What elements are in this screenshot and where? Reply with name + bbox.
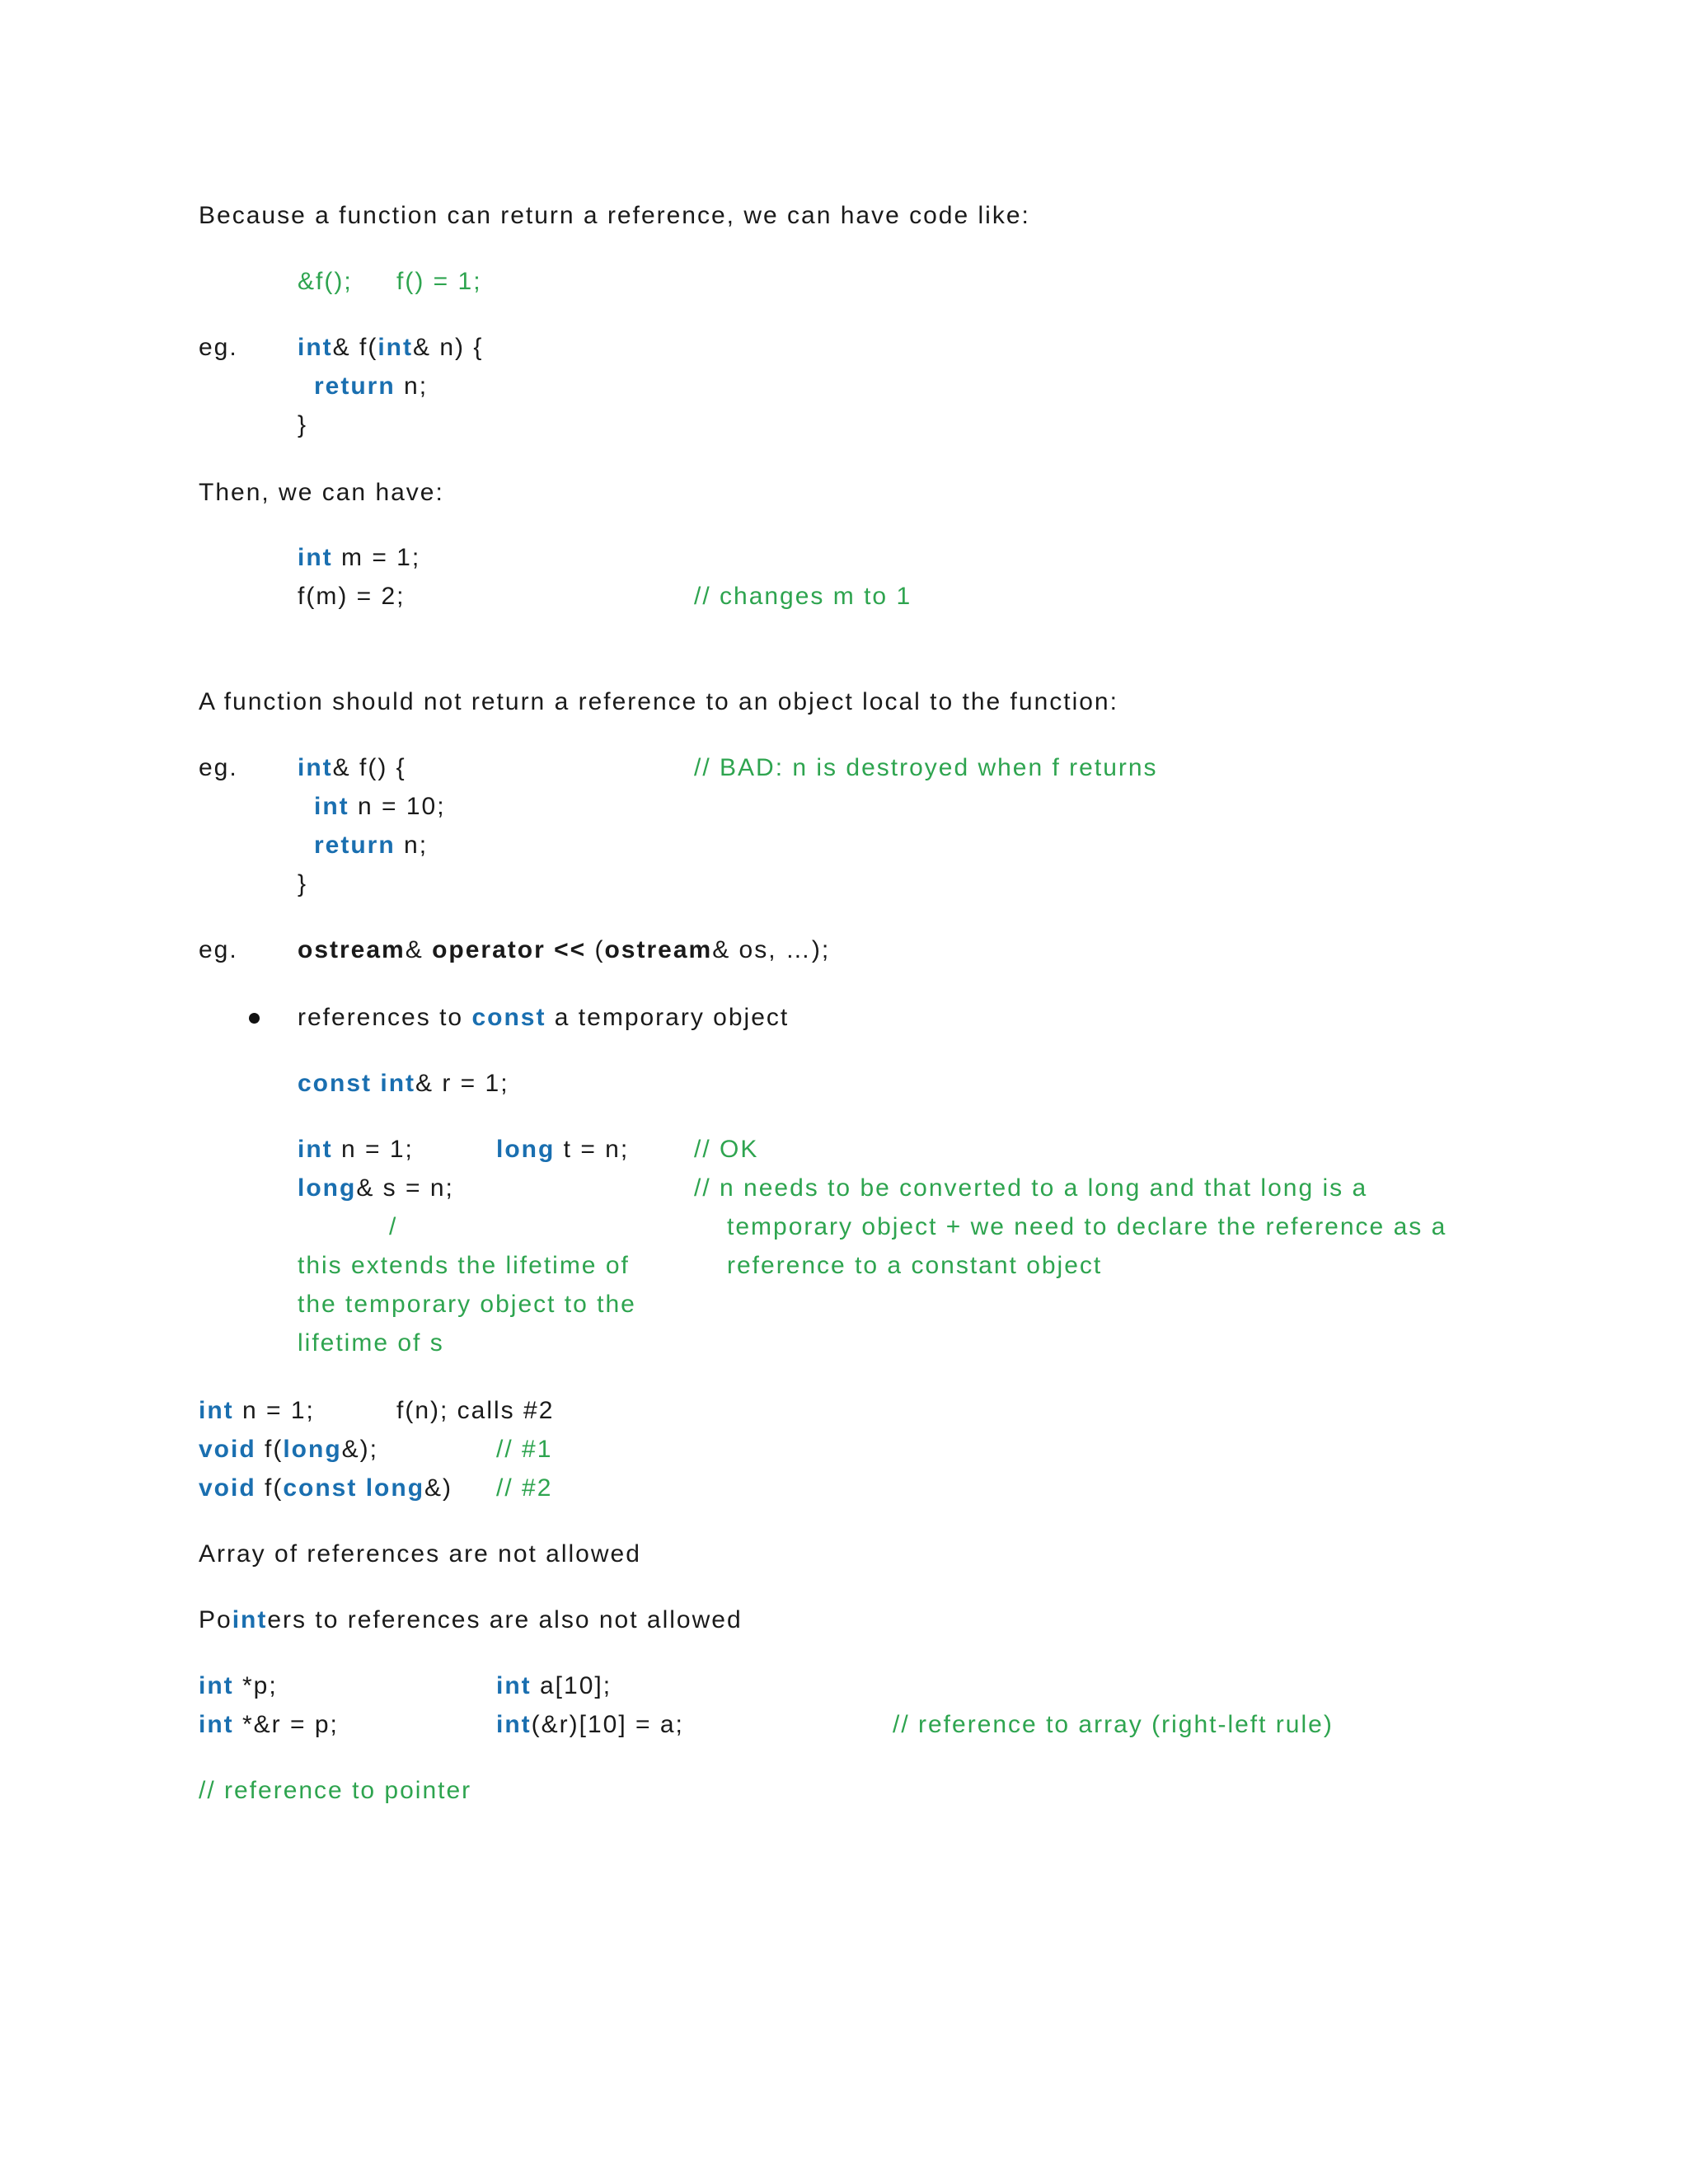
code-comment: // OK [694, 1136, 759, 1163]
keyword: void [199, 1436, 256, 1463]
code-text: & os, …); [712, 936, 831, 963]
code-comment: // BAD: n is destroyed when f returns [694, 754, 1158, 781]
keyword: return [314, 373, 396, 400]
code-line [199, 1399, 315, 1423]
keyword: const [283, 1474, 358, 1502]
keyword: int [199, 1672, 234, 1699]
code-text [372, 1070, 380, 1097]
code-line [298, 335, 483, 360]
keyword: operator [432, 936, 546, 963]
code-line [314, 374, 428, 399]
code-line [199, 1674, 278, 1699]
keyword: int [496, 1672, 532, 1699]
code-line [298, 1176, 454, 1201]
code-line: f(n); calls #2 [396, 1397, 555, 1424]
code-text: n; [395, 373, 429, 400]
code-comment: // n needs to be converted to a long and that long is a [694, 1174, 1368, 1202]
code-assign-call: f() = 1; [396, 268, 482, 295]
code-line [314, 794, 446, 819]
code-line: f(m) = 2; [298, 583, 406, 610]
code-text: *p; [233, 1672, 278, 1699]
code-line [199, 1476, 452, 1501]
code-line [298, 1137, 414, 1162]
code-line [199, 1713, 339, 1737]
code-text: f( [256, 1474, 284, 1502]
type-name: ostream [298, 936, 406, 963]
code-text: & f( [332, 334, 378, 361]
keyword: const [471, 1004, 546, 1031]
eg-label: eg. [199, 334, 238, 361]
text-part: a temporary object [546, 1004, 790, 1031]
keyword: int [298, 1136, 333, 1163]
code-line [199, 1437, 378, 1462]
text-part: Po [199, 1606, 232, 1633]
pointer-note [199, 1608, 743, 1633]
code-text: & r = 1; [415, 1070, 509, 1097]
code-line [496, 1137, 629, 1162]
intro-text: Because a function can return a reference, we can have code like: [199, 202, 1030, 229]
code-comment: the temporary object to the [298, 1291, 636, 1318]
text-part: ers to references are also not allowed [267, 1606, 743, 1633]
keyword: long [496, 1136, 556, 1163]
code-text: n = 1; [332, 1136, 414, 1163]
operator-symbol: << [554, 936, 587, 963]
eg-label: eg. [199, 936, 238, 963]
code-line [298, 756, 406, 780]
keyword: int [298, 334, 333, 361]
bullet-text [298, 1005, 789, 1030]
code-text: ( [586, 936, 605, 963]
code-comment: // #2 [496, 1474, 553, 1502]
code-text: f( [256, 1436, 284, 1463]
keyword: long [365, 1474, 425, 1502]
keyword: long [298, 1174, 357, 1202]
keyword: long [283, 1436, 342, 1463]
code-comment: // #1 [496, 1436, 553, 1463]
bullet-icon [249, 1013, 260, 1024]
code-comment: // reference to array (right-left rule) [893, 1711, 1334, 1738]
keyword: int [298, 544, 333, 571]
code-text: n = 1; [233, 1397, 315, 1424]
code-comment: // reference to pointer [199, 1777, 472, 1804]
array-note: Array of references are not allowed [199, 1540, 641, 1568]
code-comment-slash: / [389, 1213, 398, 1240]
keyword: void [199, 1474, 256, 1502]
code-comment: this extends the lifetime of [298, 1252, 630, 1279]
code-text: a[10]; [531, 1672, 612, 1699]
code-text: n; [395, 832, 429, 859]
keyword: return [314, 832, 396, 859]
keyword: int [199, 1711, 234, 1738]
code-line [314, 833, 428, 858]
code-line [496, 1674, 612, 1699]
keyword: int [314, 793, 349, 820]
code-text: *&r = p; [233, 1711, 339, 1738]
code-text [357, 1474, 365, 1502]
then-text: Then, we can have: [199, 479, 444, 506]
keyword: int [232, 1606, 268, 1633]
code-line [298, 1071, 509, 1096]
keyword: int [377, 334, 413, 361]
keyword: const [298, 1070, 373, 1097]
keyword: int [298, 754, 333, 781]
code-text: m = 1; [332, 544, 421, 571]
local-warning-text: A function should not return a reference to an object local to the function: [199, 688, 1118, 715]
code-text: (&r)[10] = a; [531, 1711, 684, 1738]
keyword: int [496, 1711, 532, 1738]
code-line [298, 546, 420, 570]
code-line [496, 1713, 684, 1737]
code-comment: // changes m to 1 [694, 583, 912, 610]
code-ref-call: &f(); [298, 268, 353, 295]
code-text: & n) { [412, 334, 484, 361]
keyword: int [380, 1070, 416, 1097]
eg-label: eg. [199, 754, 238, 781]
text-part: references to [298, 1004, 472, 1031]
code-comment: temporary object + we need to declare the reference as a [727, 1213, 1447, 1240]
type-name: ostream [604, 936, 713, 963]
code-line: } [298, 411, 308, 438]
code-text: &); [341, 1436, 378, 1463]
code-text: t = n; [555, 1136, 630, 1163]
code-text: & [405, 936, 433, 963]
keyword: int [199, 1397, 234, 1424]
code-comment: lifetime of s [298, 1329, 444, 1357]
code-text: & f() { [332, 754, 406, 781]
code-text: &) [424, 1474, 453, 1502]
code-text: n = 10; [349, 793, 446, 820]
code-text: & s = n; [356, 1174, 454, 1202]
code-line: } [298, 870, 308, 898]
code-comment: reference to a constant object [727, 1252, 1103, 1279]
code-line [298, 938, 830, 963]
